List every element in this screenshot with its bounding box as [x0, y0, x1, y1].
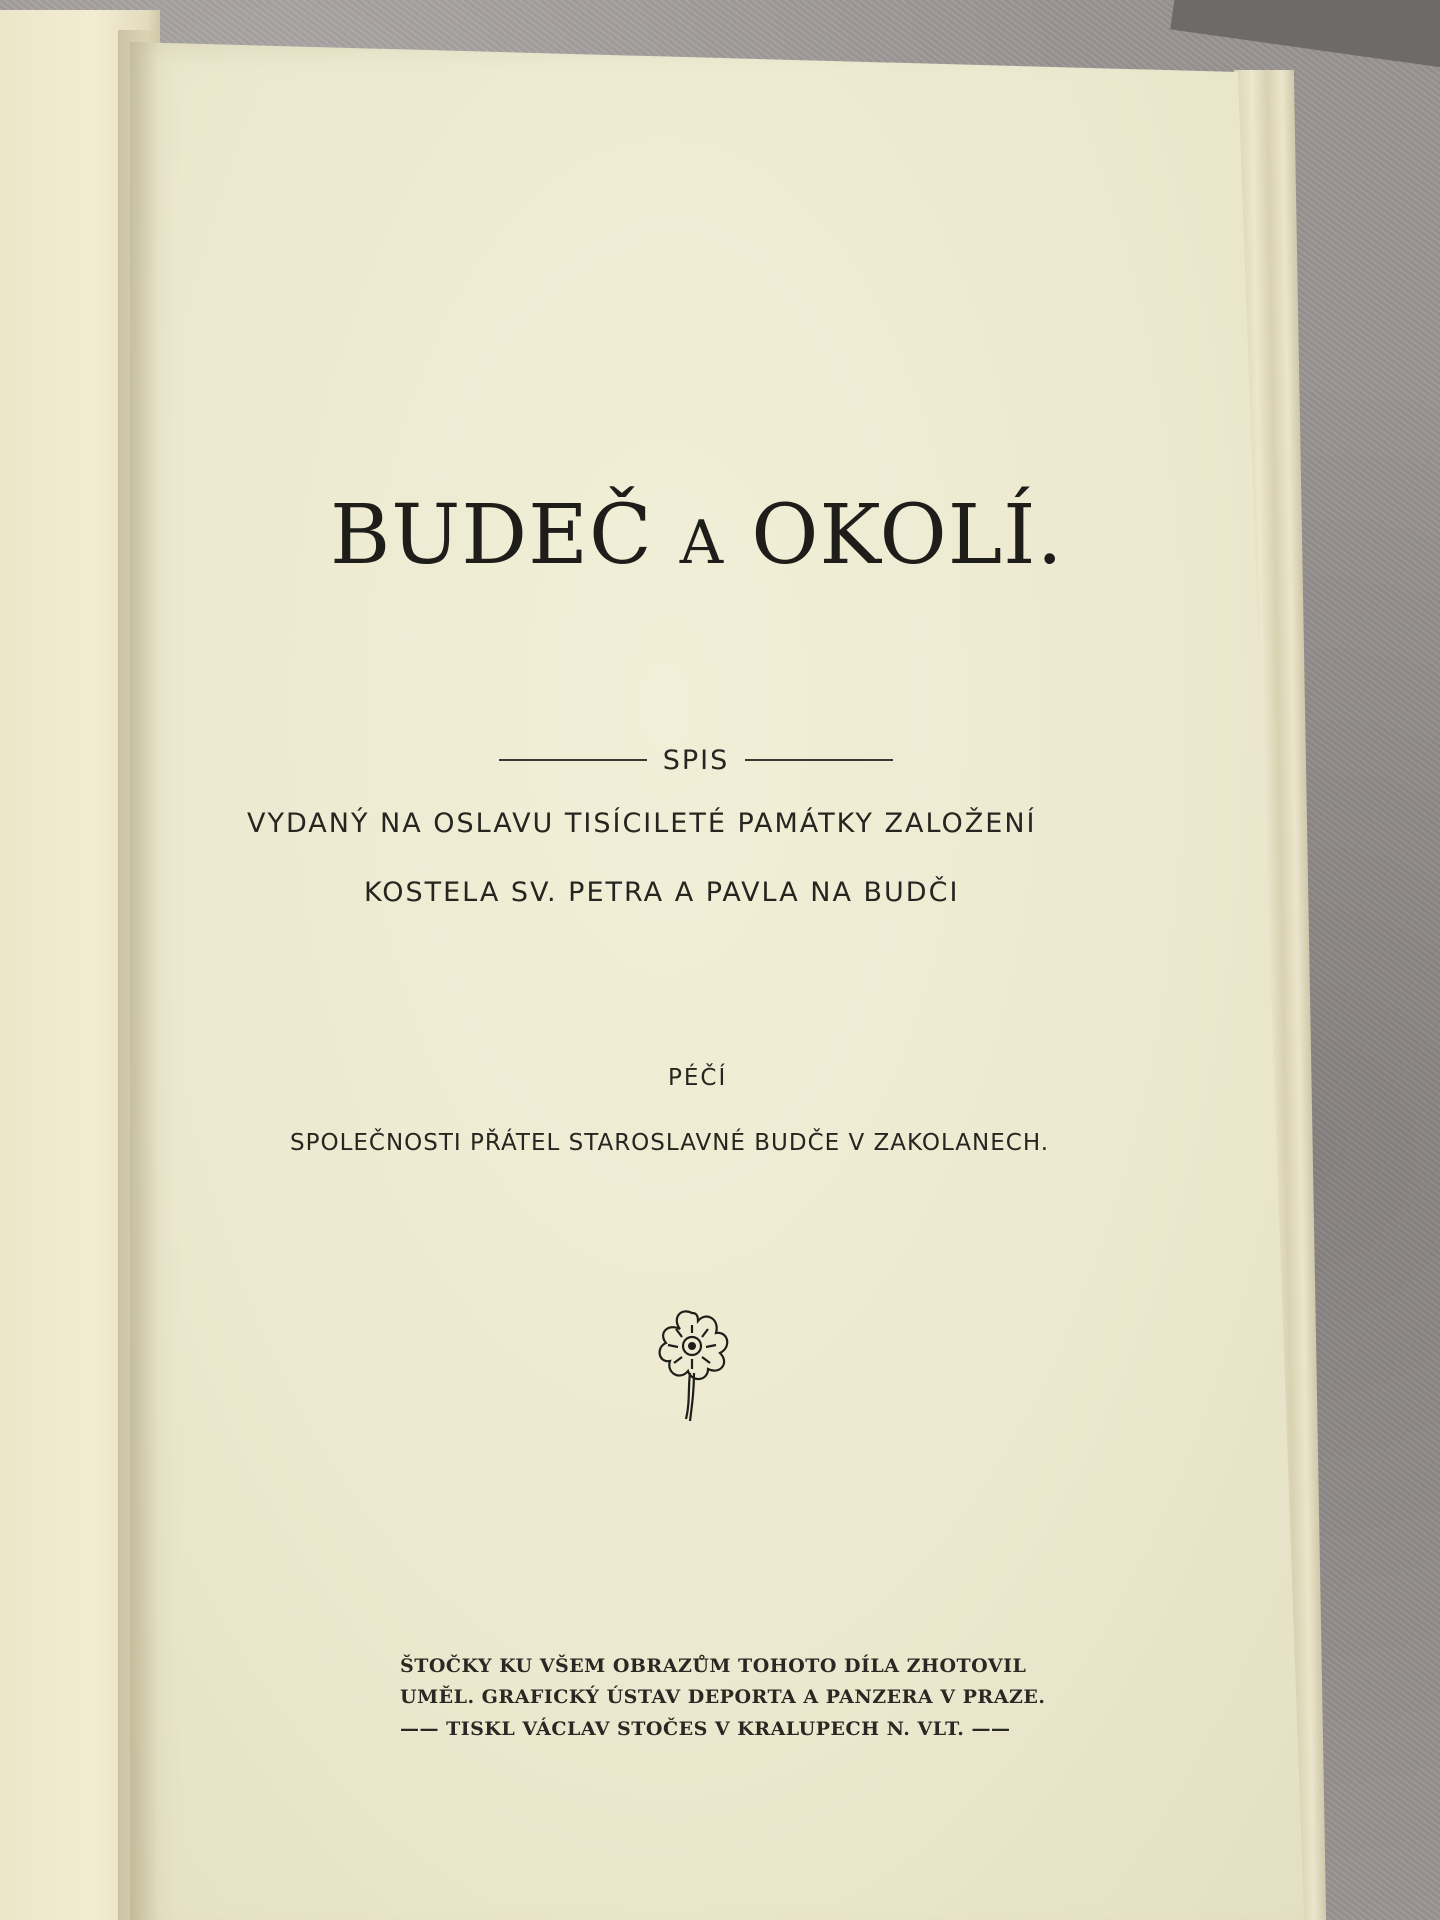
subtitle-line-1: VYDANÝ NA OSLAVU TISÍCILETÉ PAMÁTKY ZALOŽENÍ [247, 808, 1037, 839]
imprint-line-1: ŠTOČKY KU VŠEM OBRAZŮM TOHOTO DÍLA ZHOTOVIL [400, 1655, 1027, 1677]
flower-icon [650, 1305, 734, 1425]
left-rule [499, 759, 647, 761]
title-page [130, 42, 1320, 1920]
title-word-1: BUDEČ [330, 488, 653, 583]
title-word-2: OKOLÍ. [751, 488, 1064, 583]
subtitle-line-2: KOSTELA SV. PETRA A PAVLA NA BUDČI [364, 877, 960, 908]
care-label: PÉČÍ [668, 1065, 728, 1091]
imprint-line-2: UMĚL. GRAFICKÝ ÚSTAV DEPORTA A PANZERA V PRAZE. [400, 1686, 1046, 1708]
imprint-line-3: —— TISKL VÁCLAV STOČES V KRALUPECH N. VLT. —— [400, 1718, 1011, 1740]
spis-heading [496, 740, 896, 780]
title-connector: A [679, 508, 725, 578]
book-gutter [118, 30, 158, 1920]
right-rule [745, 759, 893, 761]
spis-label: SPIS [662, 744, 730, 776]
book-title [330, 488, 1064, 583]
society-name: SPOLEČNOSTI PŘÁTEL STAROSLAVNÉ BUDČE V ZAKOLANECH. [290, 1130, 1050, 1156]
